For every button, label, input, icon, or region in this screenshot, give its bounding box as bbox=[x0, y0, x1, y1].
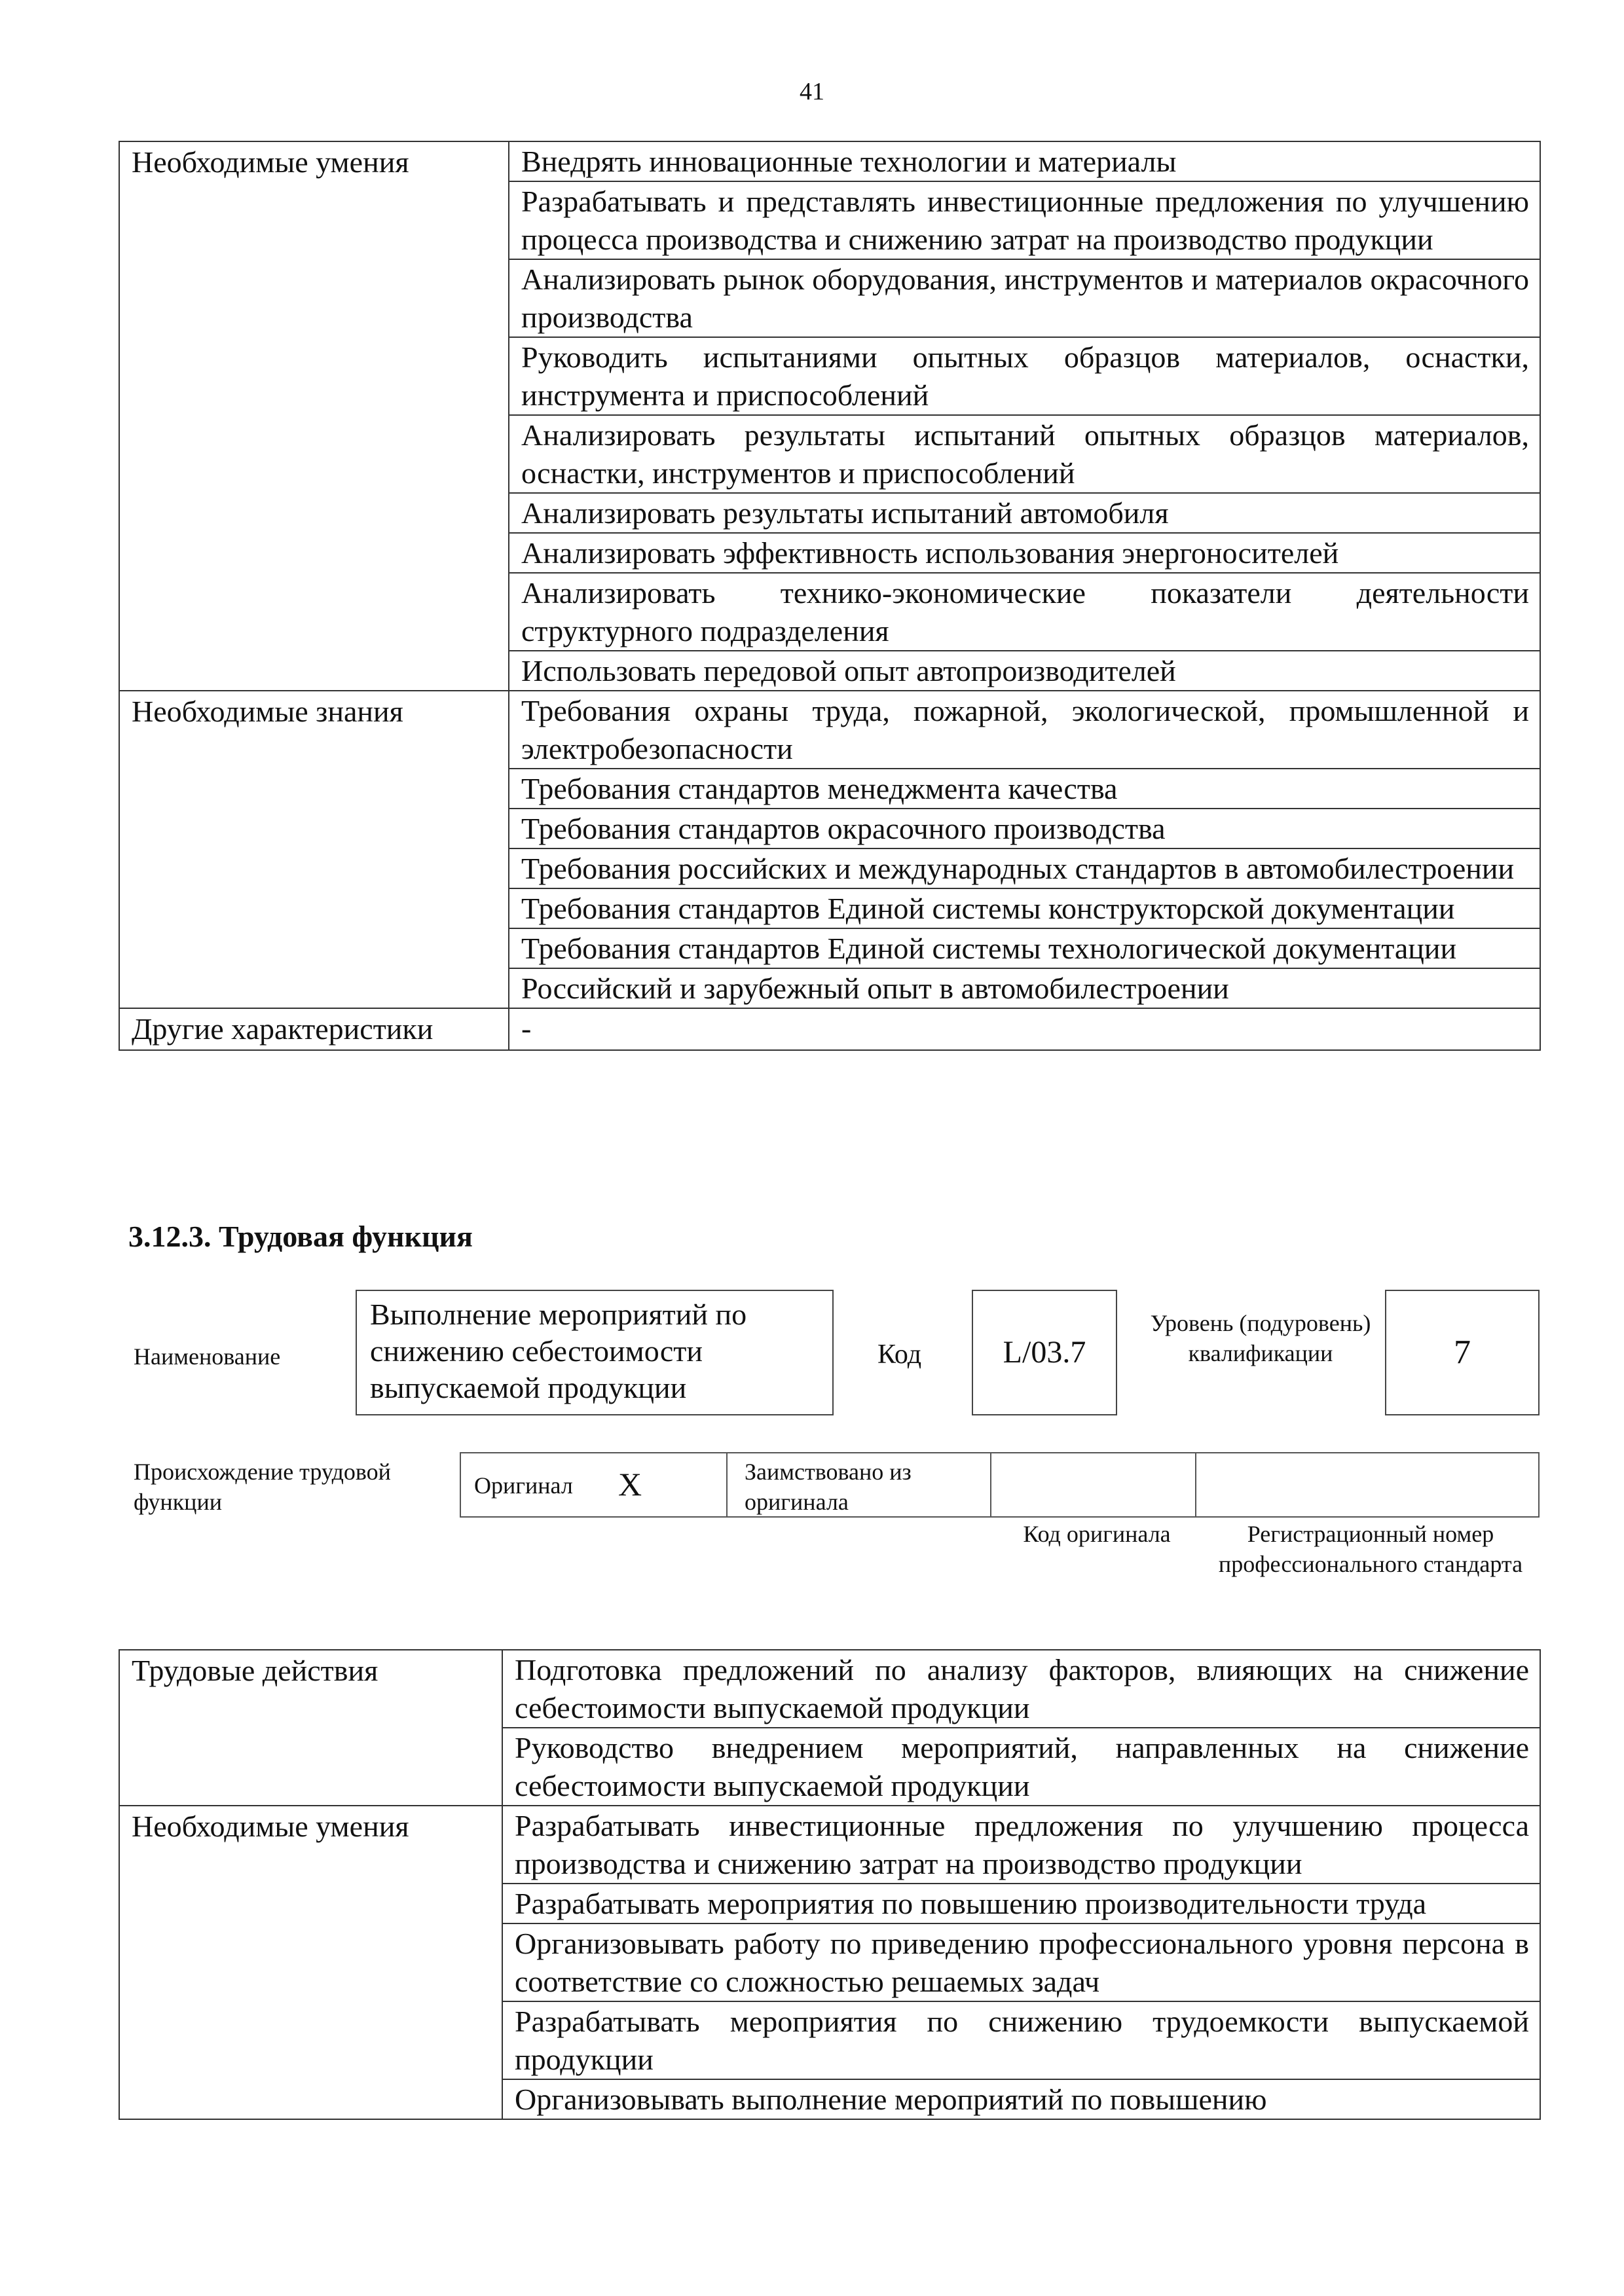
knowledge-item: Требования стандартов окрасочного производства bbox=[509, 809, 1540, 848]
skill-item: Анализировать результаты испытаний опытных образцов материалов, оснастки, инструментов и приспособлений bbox=[509, 415, 1540, 493]
section-heading: 3.12.3. Трудовая функция bbox=[128, 1220, 473, 1253]
registration-number-caption: Регистрационный номер профессионального стандарта bbox=[1218, 1521, 1523, 1577]
qualification-level-box: 7 bbox=[1385, 1290, 1540, 1415]
registration-number-cell bbox=[1195, 1453, 1538, 1516]
action-item: Подготовка предложений по анализу факторов, влияющих на снижение себестоимости выпускаемой продукции bbox=[502, 1650, 1540, 1728]
original-mark: X bbox=[618, 1466, 642, 1503]
skill-item: Использовать передовой опыт автопроизводителей bbox=[509, 651, 1540, 691]
skill-item: Внедрять инновационные технологии и материалы bbox=[509, 141, 1540, 181]
origin-borrowed-cell bbox=[726, 1453, 991, 1516]
row-label-skills: Необходимые умения bbox=[119, 141, 509, 691]
row-label-other: Другие характеристики bbox=[119, 1008, 509, 1050]
row-label-knowledge: Необходимые знания bbox=[119, 691, 509, 1008]
knowledge-item: Требования стандартов Единой системы конструкторской документации bbox=[509, 888, 1540, 928]
knowledge-item: Требования российских и международных стандартов в автомобилестроении bbox=[509, 848, 1540, 888]
skill-item: Анализировать эффективность использования энергоносителей bbox=[509, 533, 1540, 573]
skill-item: Руководить испытаниями опытных образцов материалов, оснастки, инструмента и приспособлений bbox=[509, 337, 1540, 415]
skill-item: Разрабатывать мероприятия по снижению трудоемкости выпускаемой продукции bbox=[502, 2001, 1540, 2079]
skill-item: Анализировать результаты испытаний автомобиля bbox=[509, 493, 1540, 533]
name-label: Наименование bbox=[134, 1343, 281, 1370]
labor-actions-table bbox=[119, 1649, 1541, 2120]
skill-item: Разрабатывать и представлять инвестиционные предложения по улучшению процесса производства и снижению затрат на производство продукции bbox=[509, 181, 1540, 259]
knowledge-item: Требования стандартов менеджмента качества bbox=[509, 769, 1540, 809]
function-name-box: Выполнение мероприятий по снижению себестоимости выпускаемой продукции bbox=[356, 1290, 834, 1415]
origin-original-cell bbox=[461, 1453, 728, 1516]
skill-item: Анализировать рынок оборудования, инструментов и материалов окрасочного производства bbox=[509, 259, 1540, 337]
original-code-cell bbox=[990, 1453, 1196, 1516]
skills-knowledge-table bbox=[119, 141, 1541, 1051]
origin-label: Происхождение трудовой функции bbox=[134, 1459, 391, 1515]
original-code-caption: Код оригинала bbox=[1023, 1521, 1171, 1547]
level-label: Уровень (подуровень) квалификации bbox=[1150, 1310, 1371, 1366]
action-item: Руководство внедрением мероприятий, направленных на снижение себестоимости выпускаемой продукции bbox=[502, 1728, 1540, 1806]
row-label-skills: Необходимые умения bbox=[119, 1806, 502, 2119]
knowledge-item: Требования стандартов Единой системы технологической документации bbox=[509, 928, 1540, 968]
page-number: 41 bbox=[800, 78, 824, 105]
knowledge-item: Российский и зарубежный опыт в автомобилестроении bbox=[509, 968, 1540, 1008]
borrowed-label: Заимствовано из оригинала bbox=[745, 1459, 912, 1515]
skill-item: Разрабатывать мероприятия по повышению производительности труда bbox=[502, 1884, 1540, 1923]
skill-item: Разрабатывать инвестиционные предложения по улучшению процесса производства и снижению затрат на производство продукции bbox=[502, 1806, 1540, 1884]
knowledge-item: Требования охраны труда, пожарной, экологической, промышленной и электробезопасности bbox=[509, 691, 1540, 769]
code-label: Код bbox=[877, 1339, 922, 1370]
row-label-actions: Трудовые действия bbox=[119, 1650, 502, 1806]
skill-item: Организовывать работу по приведению профессионального уровня персона в соответствие со сложностью решаемых задач bbox=[502, 1923, 1540, 2001]
other-value: - bbox=[509, 1008, 1540, 1050]
skill-item: Организовывать выполнение мероприятий по повышению bbox=[502, 2079, 1540, 2119]
skill-item: Анализировать технико-экономические показатели деятельности структурного подразделения bbox=[509, 573, 1540, 651]
origin-row bbox=[460, 1452, 1540, 1518]
original-label: Оригинал bbox=[474, 1472, 573, 1499]
function-code-box: L/03.7 bbox=[972, 1290, 1117, 1415]
